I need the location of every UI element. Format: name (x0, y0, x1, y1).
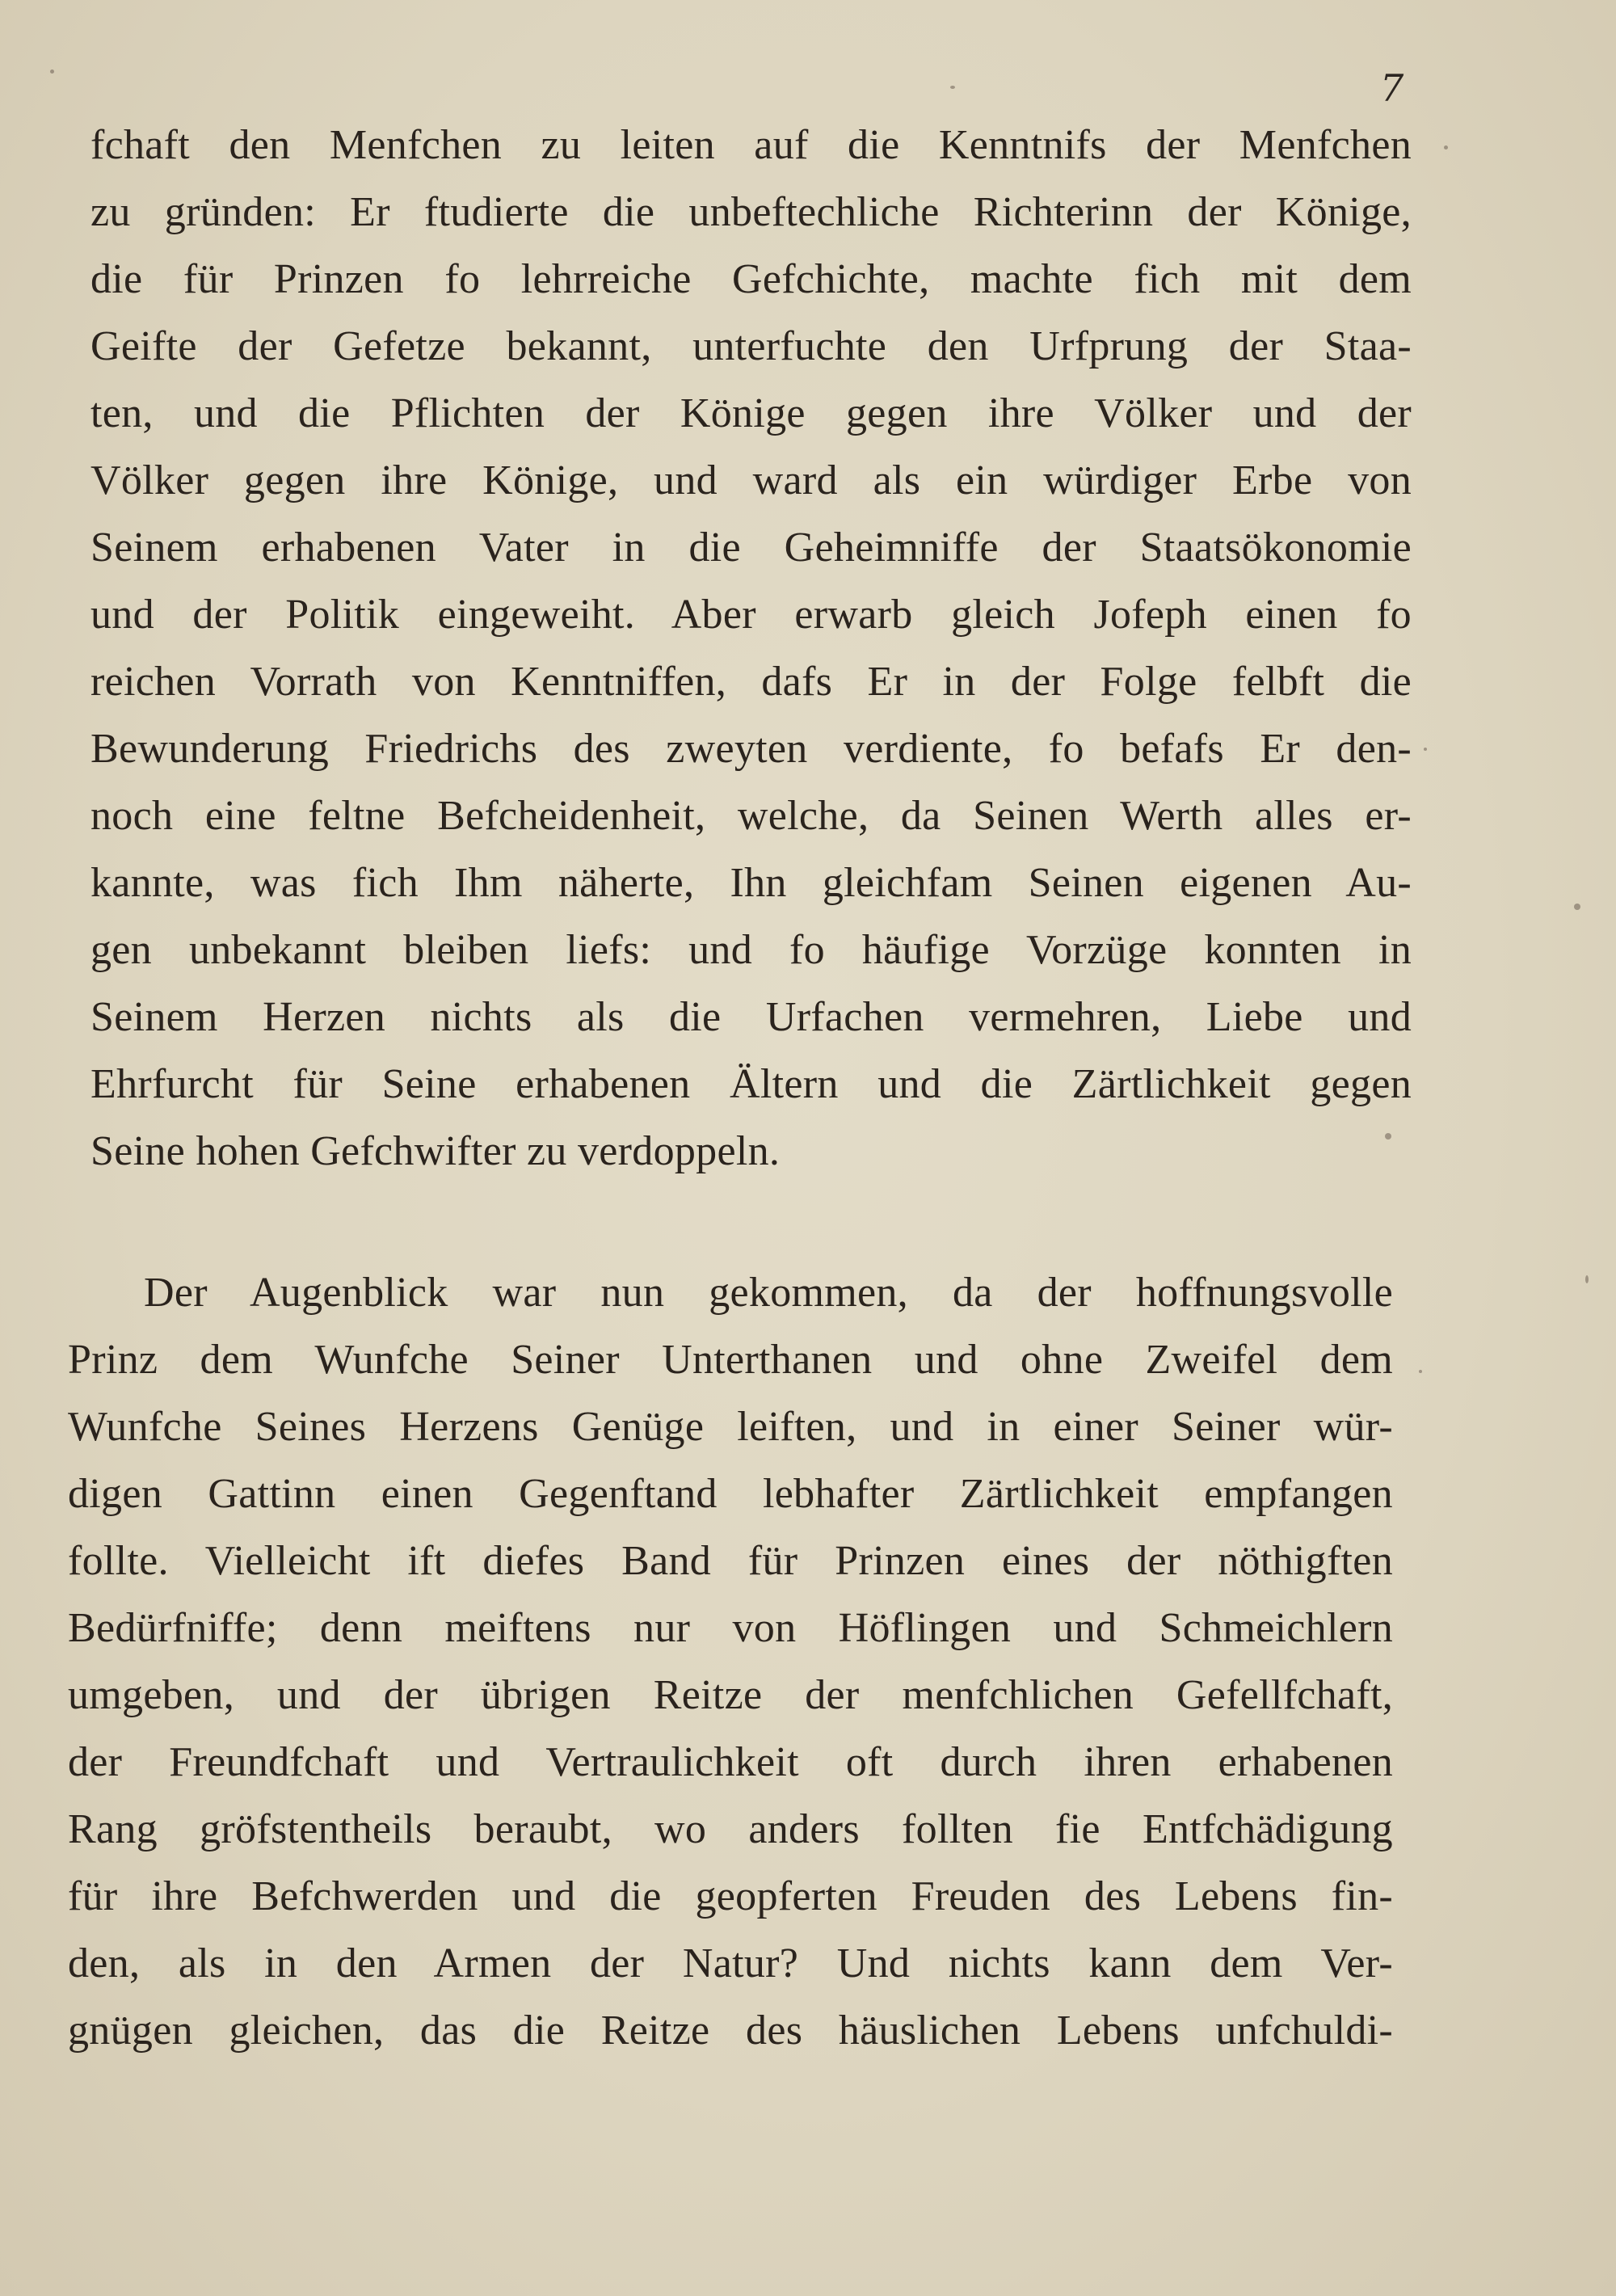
text-line: und der Politik eingeweiht. Aber erwarb gleich Jofeph einen fo (90, 592, 1412, 638)
text-line: Seinem erhabenen Vater in die Geheimniffe der Staatsökonomie (90, 524, 1412, 571)
text-line: der Freundfchaft und Vertraulichkeit oft durch ihren erhabenen (68, 1739, 1393, 1785)
text-line: umgeben, und der übrigen Reitze der menfchlichen Gefellfchaft, (68, 1672, 1393, 1718)
paper-speck (1385, 1133, 1391, 1140)
paper-speck (1419, 1370, 1422, 1373)
text-line: Ehrfurcht für Seine erhabenen Ältern und die Zärtlichkeit gegen (90, 1061, 1412, 1107)
text-line: kannte, was fich Ihm näherte, Ihn gleichfam Seinen eigenen Au- (90, 860, 1412, 906)
text-line: fchaft den Menfchen zu leiten auf die Kenntnifs der Menfchen (90, 122, 1412, 168)
text-line: Geifte der Gefetze bekannt, unterfuchte den Urfprung der Staa- (90, 323, 1412, 369)
text-line: Seinem Herzen nichts als die Urfachen vermehren, Liebe und (90, 994, 1412, 1040)
text-line: Der Augenblick war nun gekommen, da der hoffnungsvolle (144, 1270, 1393, 1316)
text-line: follte. Vielleicht ift diefes Band für Prinzen eines der nöthigften (68, 1538, 1393, 1584)
page-number: 7 (1380, 66, 1404, 110)
paper-speck (1574, 904, 1580, 910)
text-line: Prinz dem Wunfche Seiner Unterthanen und ohne Zweifel dem (68, 1337, 1393, 1383)
paper-speck (1424, 748, 1427, 751)
text-line: noch eine feltne Befcheidenheit, welche, da Seinen Werth alles er- (90, 793, 1412, 839)
paper-speck (1444, 145, 1448, 150)
text-line: die für Prinzen fo lehrreiche Gefchichte, machte fich mit dem (90, 256, 1412, 302)
paper-speck (950, 86, 955, 89)
text-line: zu gründen: Er ftudierte die unbeftechliche Richterinn der Könige, (90, 189, 1412, 235)
text-line: Bedürfniffe; denn meiftens nur von Höflingen und Schmeichlern (68, 1605, 1393, 1651)
text-line: ten, und die Pflichten der Könige gegen ihre Völker und der (90, 390, 1412, 436)
text-line: Wunfche Seines Herzens Genüge leiften, und in einer Seiner wür- (68, 1404, 1393, 1450)
text-line: für ihre Befchwerden und die geopferten Freuden des Lebens fin- (68, 1873, 1393, 1919)
text-line: reichen Vorrath von Kenntniffen, dafs Er in der Folge felbft die (90, 659, 1412, 705)
text-line: Seine hohen Gefchwifter zu verdoppeln. (90, 1128, 781, 1174)
text-line: Bewunderung Friedrichs des zweyten verdiente, fo befafs Er den- (90, 726, 1412, 772)
text-line: digen Gattinn einen Gegenftand lebhafter Zärtlichkeit empfangen (68, 1471, 1393, 1517)
text-line: den, als in den Armen der Natur? Und nichts kann dem Ver- (68, 1940, 1393, 1986)
text-line: Rang gröfstentheils beraubt, wo anders follten fie Entfchädigung (68, 1806, 1393, 1852)
text-line: Völker gegen ihre Könige, und ward als ein würdiger Erbe von (90, 457, 1412, 503)
text-line: gnügen gleichen, das die Reitze des häuslichen Lebens unfchuldi- (68, 2007, 1393, 2054)
text-line: gen unbekannt bleiben liefs: und fo häufige Vorzüge konnten in (90, 927, 1412, 973)
paper-speck (1585, 1275, 1589, 1283)
paper-speck (50, 70, 54, 74)
